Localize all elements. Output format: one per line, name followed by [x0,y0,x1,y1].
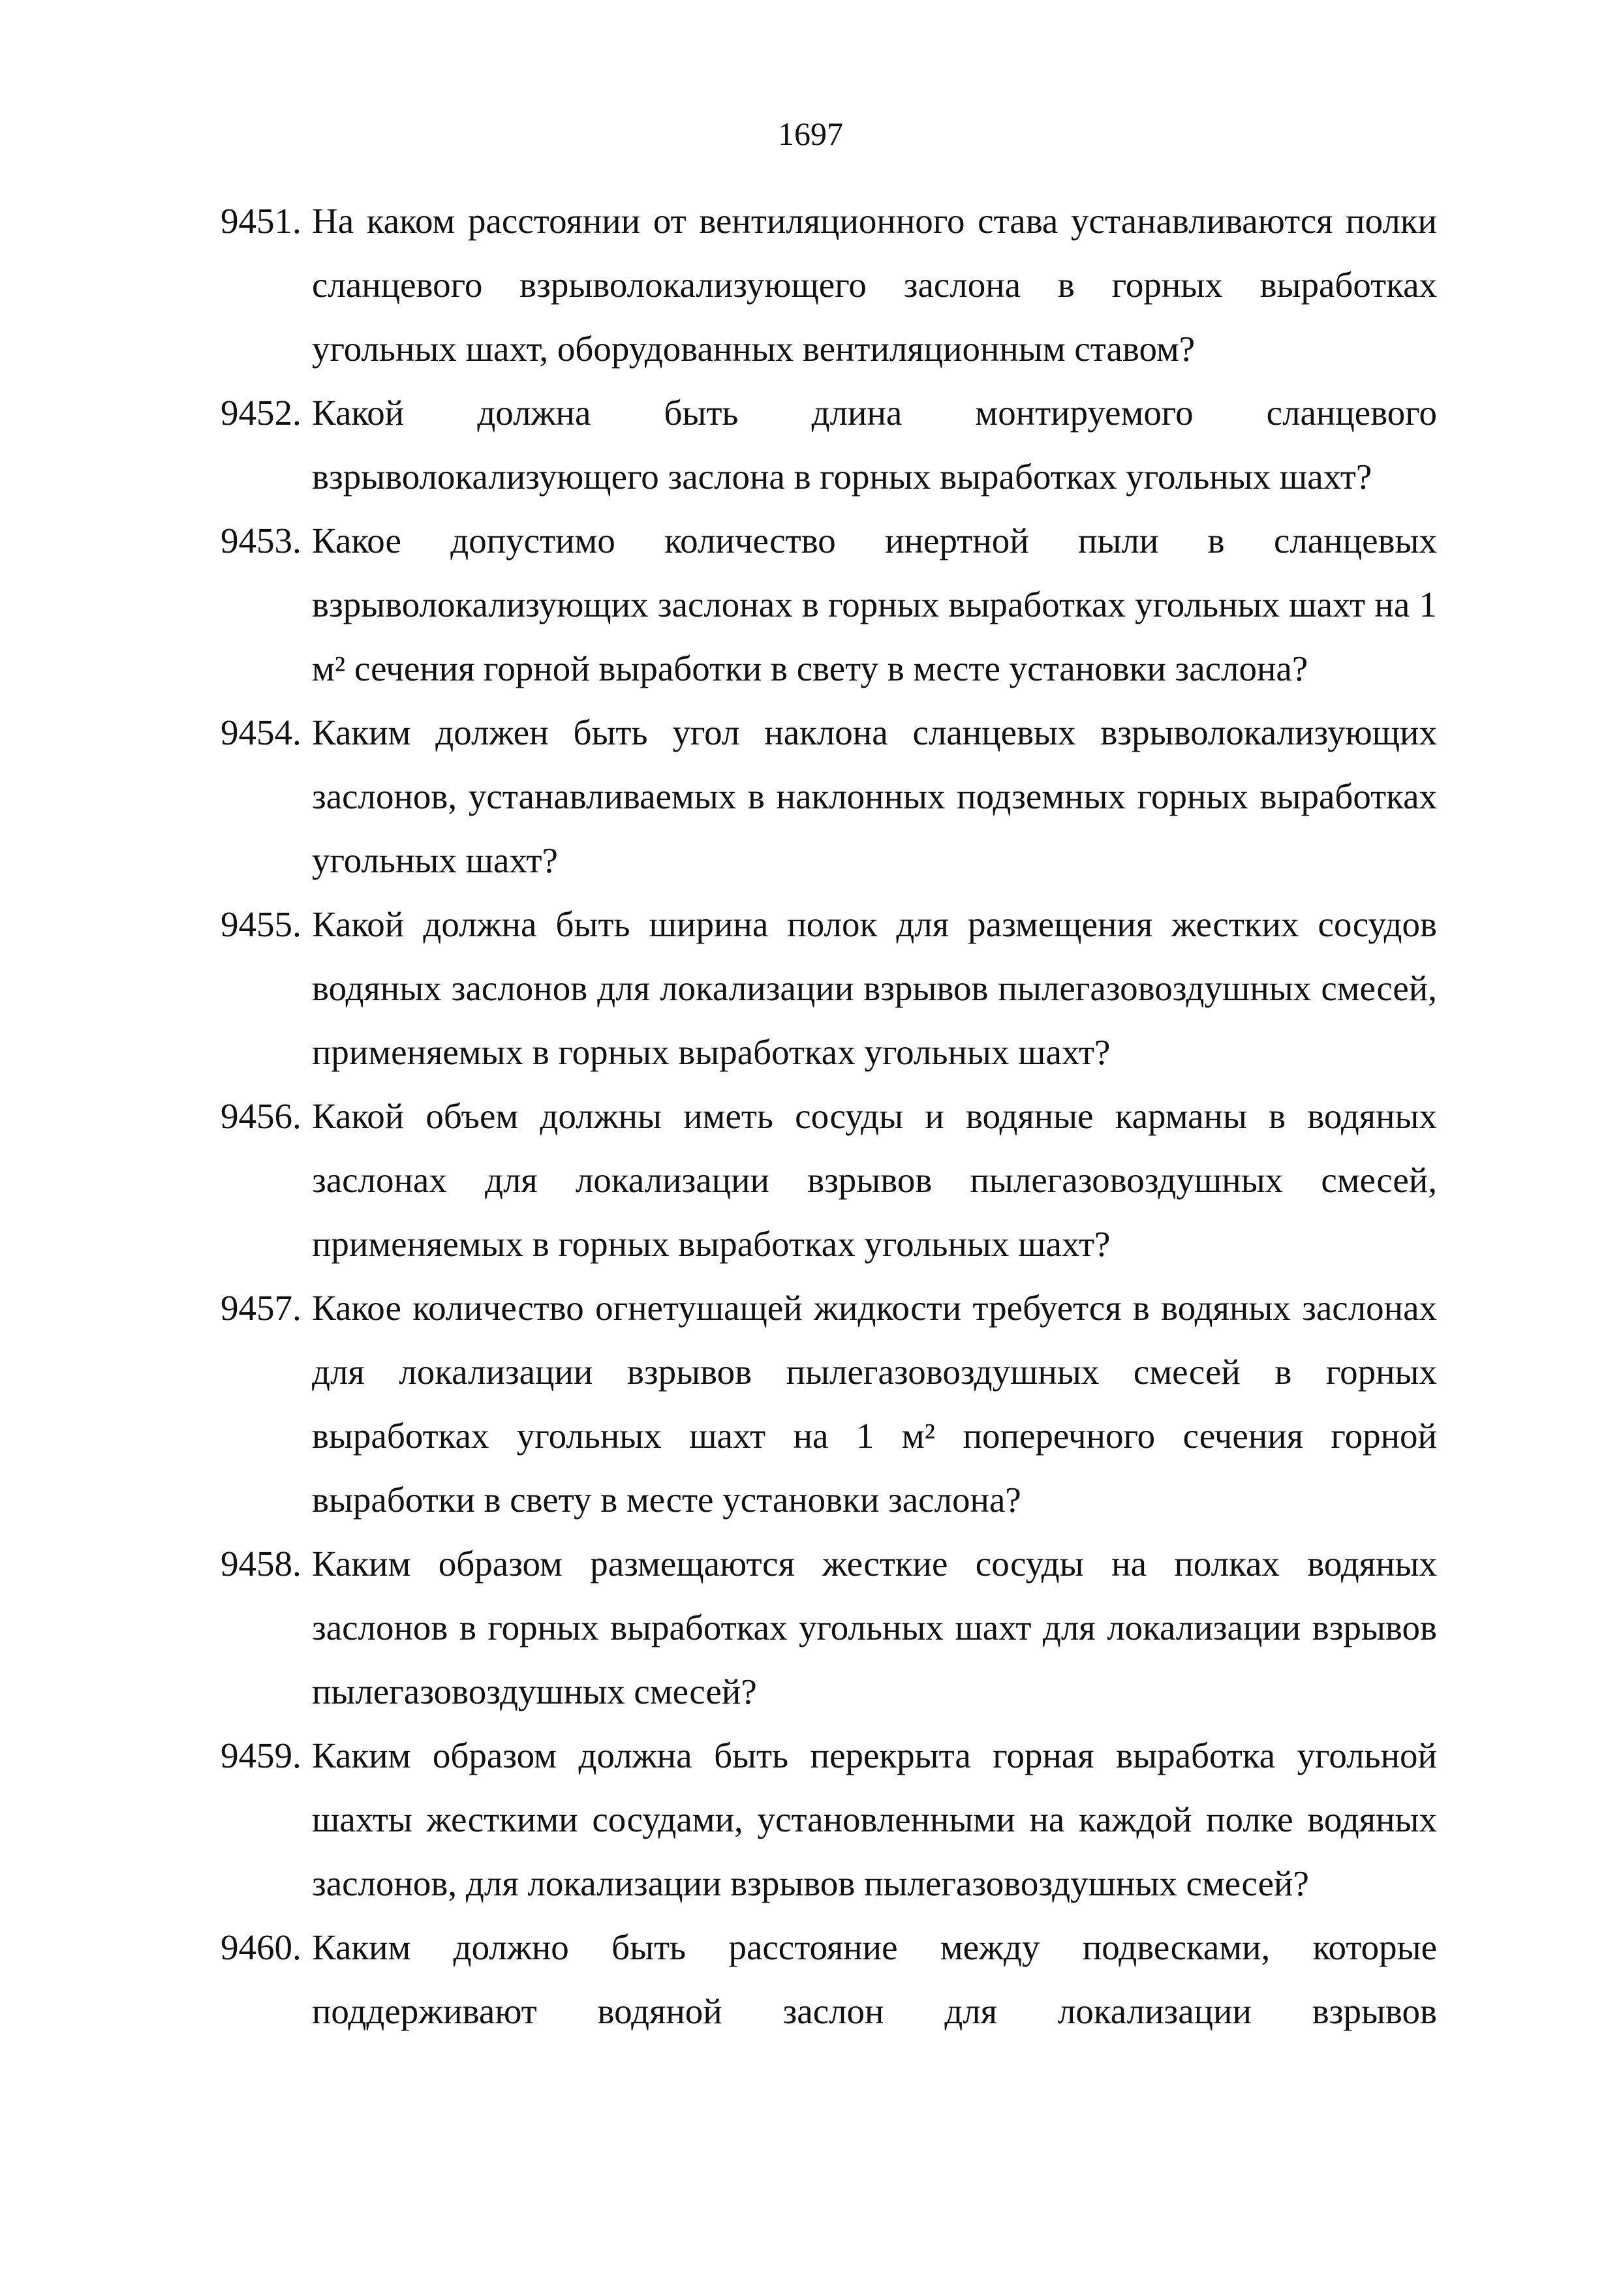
question-item [0,1724,1621,1916]
question-text: Какое количество огнетушащей жидкости требуется в водяных заслонах для локализации взрывов пылегазовоздушных смесей в горных выработках угольных шахт на 1 м² поперечного сечения горной выработки в свету в месте установки заслона? [312,1288,1437,1520]
question-item [0,381,1621,509]
question-number: 9456. [221,1096,301,1136]
page-number: 1697 [778,115,843,152]
question-number: 9459. [221,1736,301,1775]
question-item [0,701,1621,893]
question-number: 9460. [221,1927,301,1967]
question-list [0,189,1621,2043]
question-text: Каким должен быть угол наклона сланцевых взрыволокализующих заслонов, устанавливаемых в наклонных подземных горных выработках угольных шахт? [312,712,1437,880]
question-item [0,189,1621,381]
question-number: 9451. [221,201,301,241]
question-text: Каким должно быть расстояние между подвесками, которые поддерживают водяной заслон для локализации взрывов [312,1927,1437,2031]
question-item [0,1916,1621,2043]
question-item [0,509,1621,701]
question-text: Каким образом должна быть перекрыта горная выработка угольной шахты жесткими сосудами, установленными на каждой полке водяных заслонов, для локализации взрывов пылегазовоздушных смесей? [312,1736,1437,1903]
question-text: Какой должна быть ширина полок для размещения жестких сосудов водяных заслонов для локализации взрывов пылегазовоздушных смесей, применяемых в горных выработках угольных шахт? [312,904,1437,1072]
question-text: Какой должна быть длина монтируемого сланцевого взрыволокализующего заслона в горных выработках угольных шахт? [312,393,1437,497]
question-number: 9457. [221,1288,301,1328]
question-item [0,1084,1621,1276]
question-text: На каком расстоянии от вентиляционного става устанавливаются полки сланцевого взрыволокализующего заслона в горных выработках угольных шахт, оборудованных вентиляционным ставом? [312,201,1437,369]
question-number: 9453. [221,521,301,560]
question-text: Какое допустимо количество инертной пыли в сланцевых взрыволокализующих заслонах в горных выработках угольных шахт на 1 м² сечения горной выработки в свету в месте установки заслона? [312,521,1437,688]
question-number: 9455. [221,904,301,944]
question-text: Каким образом размещаются жесткие сосуды на полках водяных заслонов в горных выработках угольных шахт для локализации взрывов пылегазовоздушных смесей? [312,1544,1437,1711]
question-item [0,1276,1621,1532]
question-number: 9452. [221,393,301,433]
question-text: Какой объем должны иметь сосуды и водяные карманы в водяных заслонах для локализации взрывов пылегазовоздушных смесей, применяемых в горных выработках угольных шахт? [312,1096,1437,1264]
question-item [0,1532,1621,1724]
question-number: 9458. [221,1544,301,1584]
question-number: 9454. [221,712,301,752]
question-item [0,893,1621,1084]
